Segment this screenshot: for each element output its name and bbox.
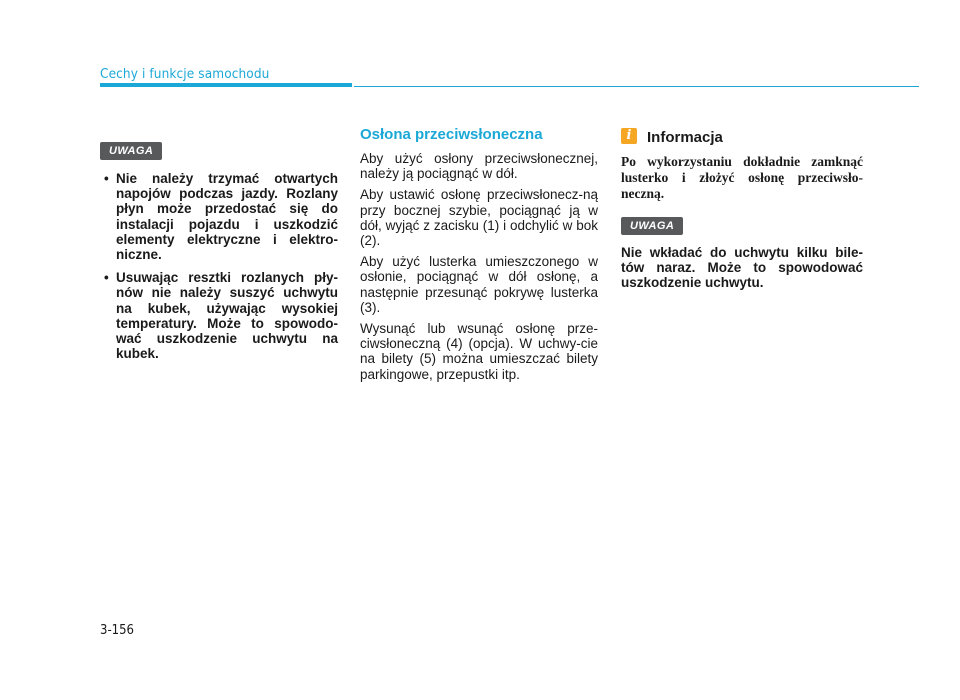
body-paragraph: Aby użyć lusterka umieszczonego w osłonie, pociągnąć w dół osłonę, a następnie przesunąć pokrywę lusterka (3). bbox=[360, 254, 598, 315]
bullet-icon: • bbox=[104, 270, 109, 286]
body-paragraph: Wysunąć lub wsunąć osłonę prze-ciwsłoneczną (4) (opcja). W uchwy-cie na bilety (5) można umieszczać bilety parkingowe, przepustki itp. bbox=[360, 321, 598, 382]
body-paragraph: Aby użyć osłony przeciwsłonecznej, należy ją pociągnąć w dół. bbox=[360, 151, 598, 182]
warning-badge-left: UWAGA bbox=[100, 142, 162, 160]
left-column bbox=[100, 171, 338, 369]
bullet-icon: • bbox=[104, 171, 109, 186]
warning-list bbox=[100, 171, 338, 361]
warning-text-right: Nie wkładać do uchwytu kilku bile-tów naraz. Może to spowodować uszkodzenie uchwytu. bbox=[621, 245, 863, 291]
header-rule-thin bbox=[354, 86, 919, 87]
info-title: Informacja bbox=[647, 129, 723, 146]
warning-item-text: Usuwając resztki rozlanych pły-nów nie należy suszyć uchwytu na kubek, używając wysokiej temperatury. Może to spowodo-wać uszkodzenie uchwytu na kubek. bbox=[116, 270, 338, 362]
info-text: Po wykorzystaniu dokładnie zamknąć lusterko i złożyć osłonę przeciwsło-neczną. bbox=[621, 154, 863, 201]
warning-item-text: Nie należy trzymać otwartych napojów podczas jazdy. Rozlany płyn może przedostać się do instalacji pojazdu i uszkodzić elementy elektryczne i elektro-niczne. bbox=[116, 171, 338, 263]
middle-column bbox=[360, 151, 598, 388]
body-paragraph: Aby ustawić osłonę przeciwsłonecz-ną przy bocznej szybie, pociągnąć ją w dół, wyjąć z zacisku (1) i odchylić w bok (2). bbox=[360, 187, 598, 249]
section-header-title: Cechy i funkcje samochodu bbox=[100, 66, 270, 82]
warning-list-item bbox=[100, 270, 338, 361]
section-title: Osłona przeciwsłoneczna bbox=[360, 126, 543, 143]
info-icon: i bbox=[621, 128, 637, 144]
warning-badge-right: UWAGA bbox=[621, 217, 683, 235]
warning-list-item bbox=[100, 171, 338, 262]
header-rule-thick bbox=[100, 83, 352, 87]
page-number: 3-156 bbox=[100, 623, 134, 638]
